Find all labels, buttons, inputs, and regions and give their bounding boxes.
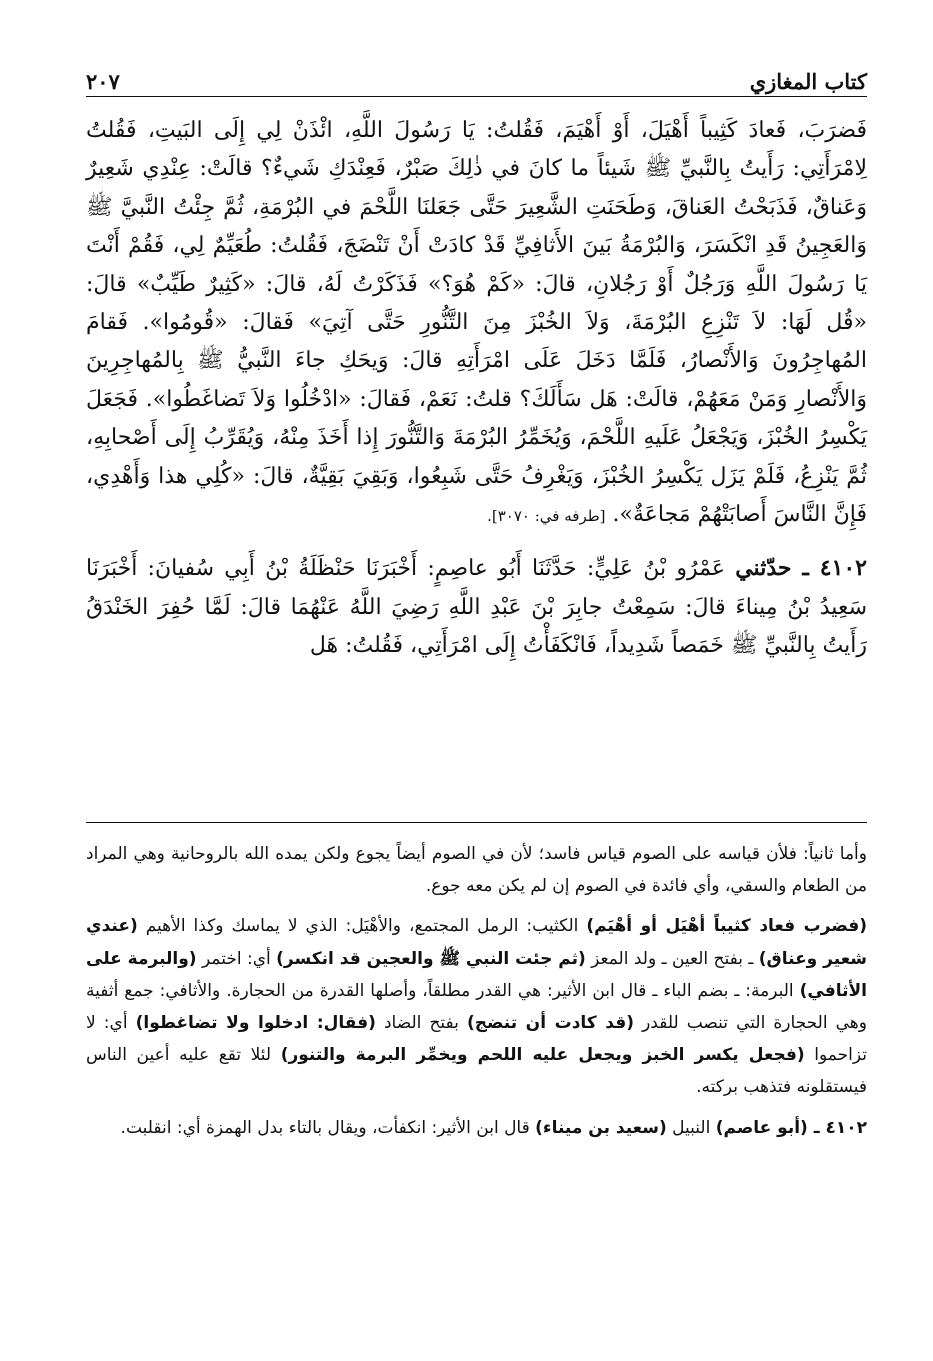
main-text — [86, 112, 867, 666]
quoted-phrase: (فجعل يكسر الخبز ويجعل عليه اللحم ويخمِّر البرمة والتنور) — [280, 1045, 805, 1066]
quoted-phrase: (أبو عاصم) — [715, 1117, 808, 1138]
commentary-text: أي: لا تزاحموا — [86, 1013, 867, 1066]
hadith-number: ٤١٠٢ ـ حدّثني — [735, 555, 867, 582]
commentary-text: لئلا تقع عليه أعين الناس فيستقلونه فتذهب بركته. — [86, 1045, 867, 1098]
book-title: كتاب المغازي — [749, 69, 867, 94]
commentary-text: بفتح الضاد — [375, 1013, 467, 1034]
page-header — [86, 60, 867, 94]
quoted-phrase: (والبرمة على الأثافي) — [86, 948, 867, 1001]
hadith-text: عَمْرُو بْنُ عَلِيٍّ: حَدَّثَنَا أَبُو عاصِمٍ: أَخْبَرَنَا حَنْظَلَةُ بْنُ أَبِي سُفيانَ: أَخْبَرَنَا سَعِيدُ بْنُ مِيناءَ قالَ: سَمِعْتُ جابِرَ بْنَ عَبْدِ اللَّهِ رَضِيَ اللَّهُ عَنْهُمَا قالَ: لَمَّا حُفِرَ الخَنْدَقُ رَأَيتُ بِالنَّبيِّ ﷺ خَمَصاً شَدِيداً، فَانْكَفَأْتُ إِلَى امْرَأَتِي، فَقُلتُ: هَل — [86, 556, 867, 659]
commentary-text: الكثيب: الرمل المجتمع، والأهْيَل: الذي لا يماسك وكذا الأهيم — [137, 916, 587, 937]
page-number: ٢٠٧ — [86, 69, 120, 94]
hadith-number: ٤١٠٢ ـ — [807, 1117, 867, 1138]
commentary-text: قال ابن الأثير: انكفأت، ويقال بالتاء بدل الهمزة أي: انقلبت. — [120, 1117, 536, 1138]
hadith-paragraph — [86, 112, 867, 535]
hadith-text: فَضرَبَ، فَعادَ كَثِيباً أَهْيَلَ، أَوْ أَهْيَمَ، فَقُلتُ: يَا رَسُولَ اللَّهِ، ائْذَنْ لِي إِلَى البَيتِ، فَقُلتُ لِامْرَأَتِي: رَأَيتُ بِالنَّبيِّ ﷺ شَيئاً ما كانَ في ذٰلِكَ صَبْرٌ، فَعِنْدَكِ شَيءٌ؟ قالَتْ: عِنْدِي شَعِيرٌ وَعَناقٌ، فَذَبَحْتُ العَناقَ، وَطَحَنَتِ الشَّعِيرَ حَتَّى جَعَلنَا اللَّحْمَ في البُرْمَةِ، ثُمَّ جِئْتُ النَّبيَّ ﷺ وَالعَجِينُ قَدِ انْكَسَرَ، وَالبُرْمَةُ بَينَ الأَثافِيِّ قَدْ كادَتْ أَنْ تَنْضَجَ، فَقُلتُ: طُعَيِّمٌ لِي، فَقُمْ أَنْتَ يَا رَسُولَ اللَّهِ وَرَجُلٌ أَوْ رَجُلانِ، قالَ: «كَمْ هُوَ؟» فَذَكَرْتُ لَهُ، قالَ: «كَثِيرٌ طَيِّبٌ» قالَ: «قُل لَهَا: لاَ تَنْزِعِ البُرْمَةَ، وَلاَ الخُبْزَ مِنَ التَّنُّورِ حَتَّى آتِيَ» فَقالَ: «قُومُوا». فَقامَ المُهاجِرُونَ وَالأَنْصارُ، فَلَمَّا دَخَلَ عَلَى امْرَأَتِهِ قالَ: وَيحَكِ جاءَ النَّبيُّ ﷺ بِالمُهاجِرِينَ وَالأَنْصارِ وَمَنْ مَعَهُمْ، قالَتْ: هَل سَأَلَكَ؟ قلتُ: نَعَمْ، فَقالَ: «ادْخُلُوا وَلاَ تَضاغَطُوا». فَجَعَلَ يَكْسِرُ الخُبْزَ، وَيَجْعَلُ عَلَيهِ اللَّحْمَ، وَيُخَمِّرُ البُرْمَةَ وَالتَّنُّورَ إِذا أَخَذَ مِنْهُ، وَيُقَرِّبُ إِلَى أَصْحابِهِ، ثُمَّ يَنْزِعُ، فَلَمْ يَزَل يَكْسِرُ الخُبْزَ، وَيَغْرِفُ حَتَّى شَبِعُوا، وَبَقِيَ بَقِيَّةٌ، قالَ: «كُلِي هذا وَأَهْدِي، فَإِنَّ النَّاسَ أَصابَتْهُمْ مَجاعَةٌ». — [86, 118, 867, 528]
hadith-4102 — [86, 549, 867, 665]
commentary-text: النبيل — [666, 1117, 716, 1138]
quoted-phrase: (فضرب فعاد كثيباً أهْيَل أو أهْيَم) — [586, 916, 867, 937]
quoted-phrase: (ثم جئت النبي ﷺ والعجين قد انكسر) — [276, 948, 586, 969]
quoted-phrase: (فقال: ادخلوا ولا تضاغطوا) — [135, 1013, 376, 1034]
quoted-phrase: (قد كادت أن تنضج) — [466, 1013, 635, 1034]
header-divider — [86, 96, 867, 97]
cross-reference: [طرفه في: ٣٠٧٠]. — [487, 507, 606, 526]
footnote-divider — [86, 822, 867, 823]
commentary-text: أي: اختمر — [196, 948, 277, 969]
quoted-phrase: (عندي شعير وعناق) — [86, 916, 868, 969]
commentary-paragraph — [86, 1112, 867, 1144]
commentary-text: ـ بفتح العين ـ ولد المعز — [585, 948, 759, 969]
commentary-paragraph: وأما ثانياً: فلأن قياسه على الصوم قياس فاسد؛ لأن في الصوم أيضاً يجوع ولكن يمده الله بالروحانية وهي المراد من الطعام والسقي، وأي فائدة في الصوم إن لم يكن معه جوع. — [86, 844, 867, 897]
quoted-phrase: (سعيد بن ميناء) — [535, 1117, 667, 1138]
commentary-text: البرمة: ـ بضم الباء ـ قال ابن الأثير: هي القدر مطلقاً، وأصلها القدرة من الحجارة. والأثافي: جمع أثفية وهي الحجارة التي تنصب للقدر — [86, 980, 867, 1034]
commentary-paragraph — [86, 910, 867, 1103]
commentary — [86, 838, 867, 1144]
